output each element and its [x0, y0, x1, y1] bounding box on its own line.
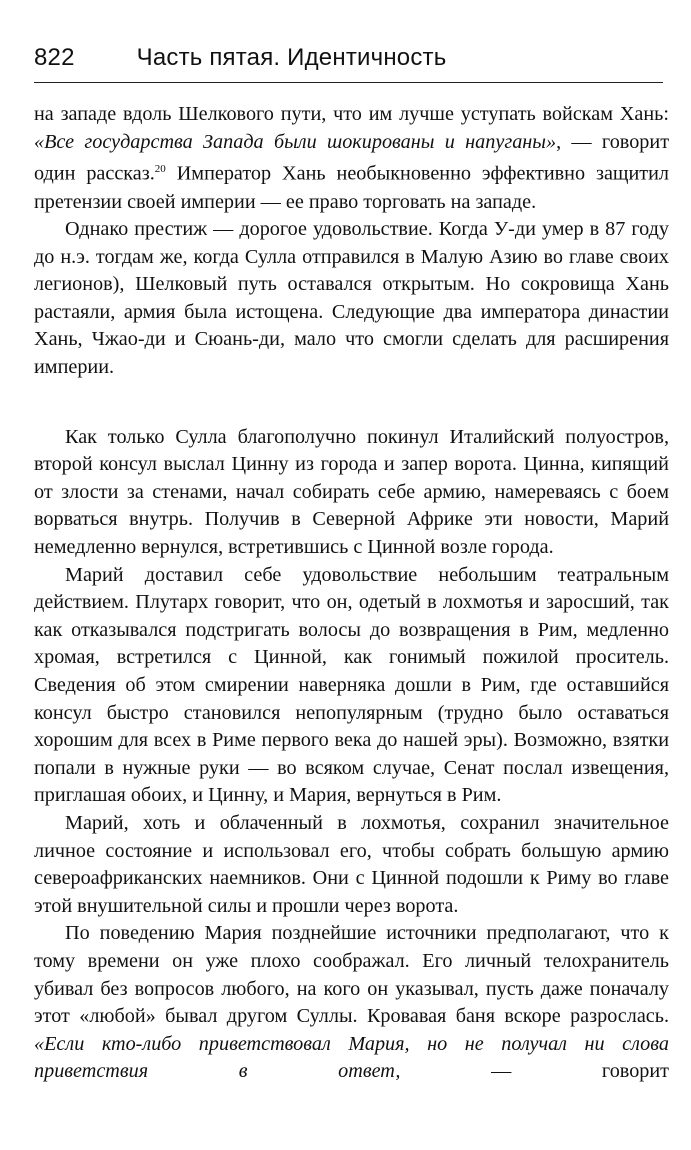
footnote-marker: 20	[154, 163, 166, 176]
paragraph-1-text-a: на западе вдоль Шелкового пути, что им лучше уступать войскам Хань:	[34, 103, 669, 125]
body-text	[34, 101, 669, 1086]
paragraph-6	[34, 920, 669, 1086]
paragraph-6-quote: «Если кто-либо приветствовал Мария, но не получал ни слова приветствия в ответ,	[34, 1032, 669, 1083]
paragraph-1-text-c: Император Хань необыкновенно эффективно защитил претензии своей империи — ее право торговать на западе.	[34, 162, 669, 213]
paragraph-1-quote: «Все государства Запада были шокированы и напуганы»	[34, 130, 557, 153]
paragraph-1-text-b: , — говорит один рассказ.	[34, 130, 670, 185]
page-number: 822	[34, 44, 75, 71]
paragraph-6-text-b: — говорит	[400, 1060, 670, 1083]
paragraph-6-text-a: По поведению Мария позднейшие источники предполагают, что к тому времени он уже плохо соображал. Его личный телохранитель убивал без вопросов любого, на кого он указывал, пусть даже поначалу этот «любой» бывал другом Суллы. Кровавая баня вскоре разрослась.	[34, 922, 669, 1028]
paragraph-4: Марий доставил себе удовольствие небольшим театральным действием. Плутарх говорит, что он, одетый в лохмотья и заросший, так как отказывался подстригать волосы до возвращения в Рим, медленно хромая, встретился с Цинной, как гонимый пожилой проситель. Сведения об этом смирении наверняка дошли в Рим, где оставшийся консул быстро становился непопулярным (трудно было оставаться хорошим для всех в Риме первого века до нашей эры). Возможно, взятки попали в нужные руки — во всяком случае, Сенат послал извещения, приглашая обоих, и Цинну, и Мария, вернуться в Рим.	[34, 563, 669, 807]
paragraph-1	[34, 101, 669, 216]
paragraph-2: Однако престиж — дорогое удовольствие. Когда У-ди умер в 87 году до н.э. тогдам же, когда Сулла отправился в Малую Азию во главе своих легионов), Шелковый путь оставался открытым. Но сокровища Хань растаяли, армия была истощена. Следующие два императора династии Хань, Чжао-ди и Сюань-ди, мало что смогли сделать для расширения империи.	[34, 218, 669, 379]
running-title: Часть пятая. Идентичность	[136, 44, 447, 71]
paragraph-5: Марий, хоть и облаченный в лохмотья, сохранил значительное личное состояние и использовал его, чтобы собрать большую армию североафриканских наемников. Они с Цинной подошли к Риму во главе этой внушительной силы и прошли через ворота.	[34, 811, 669, 917]
paragraph-3: Как только Сулла благополучно покинул Италийский полуостров, второй консул выслал Цинну из города и запер ворота. Цинна, кипящий от злости за стенами, начал собирать себе армию, намереваясь с боем ворваться внутрь. Получив в Северной Африке эти новости, Марий немедленно вернулся, встретившись с Цинной возле города.	[34, 425, 669, 559]
page-header	[34, 44, 663, 83]
